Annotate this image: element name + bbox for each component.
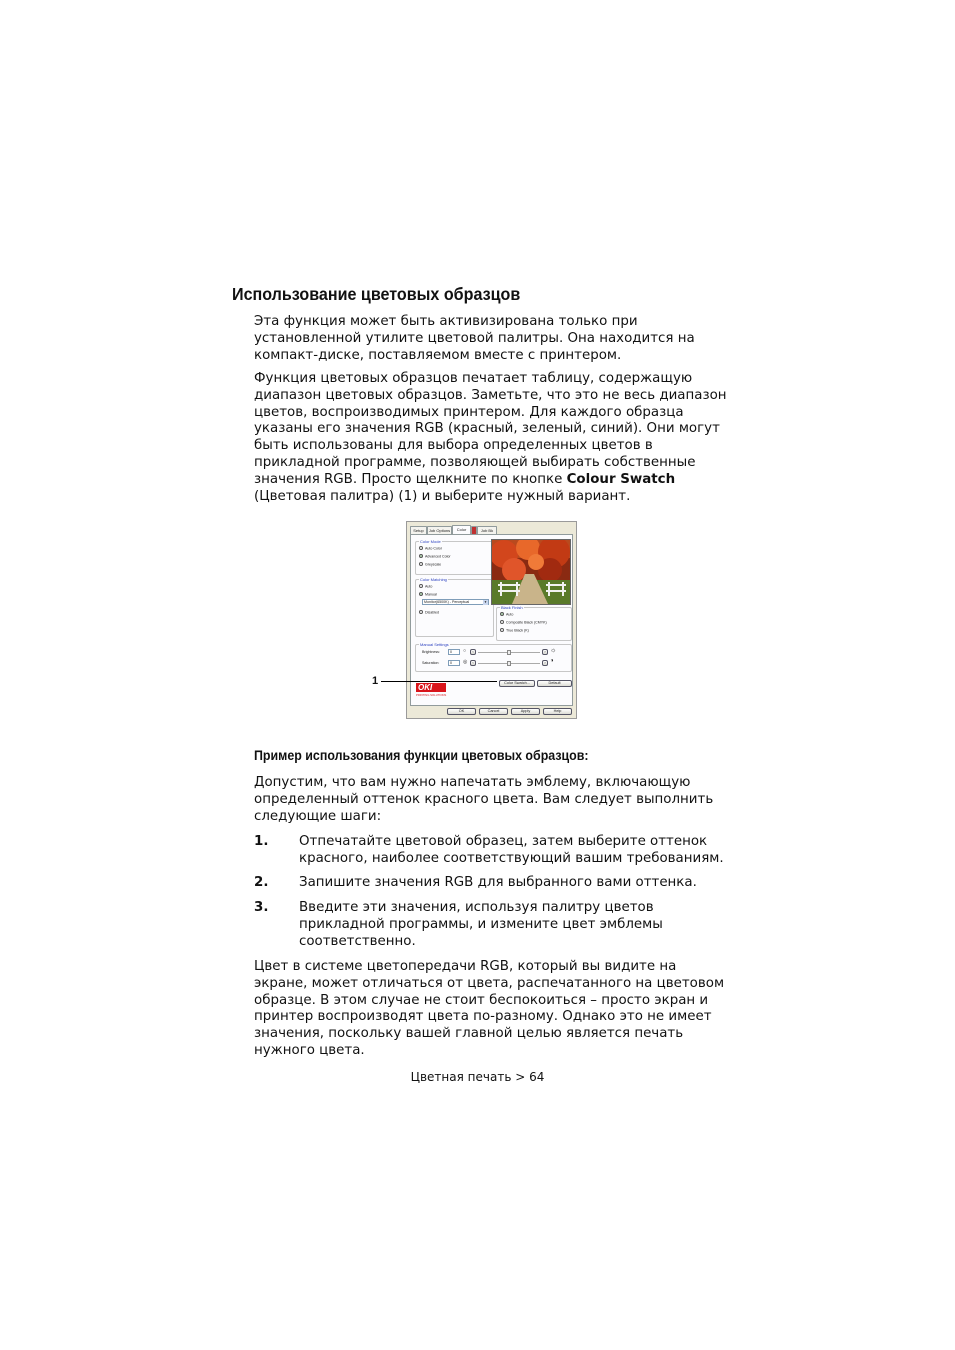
brightness-increase-button[interactable]: › xyxy=(542,649,548,655)
radio-circle xyxy=(500,628,504,632)
step-number: 2. xyxy=(254,875,269,890)
saturation-slider-thumb[interactable] xyxy=(507,661,511,666)
text-line: нужного цвета. xyxy=(254,1042,365,1058)
saturation-input[interactable] xyxy=(448,660,460,666)
text-line: указаны его значения RGB (красный, зеленый, синий). Они могут xyxy=(254,421,720,437)
radio-advanced-color[interactable] xyxy=(419,554,451,559)
color-mode-group xyxy=(415,541,494,575)
intro-paragraph xyxy=(254,314,734,364)
saturation-label: Saturation: xyxy=(422,661,440,665)
text-line: компакт-диске, поставляемом вместе с принтером. xyxy=(254,347,622,363)
callout-number: 1 xyxy=(372,675,379,687)
radio-circle xyxy=(419,546,423,550)
text-line: цветов, воспроизводимых принтером. Для каждого образца xyxy=(254,404,684,420)
text-line: Запишите значения RGB для выбранного вами оттенка. xyxy=(299,875,697,890)
text-line: определенный оттенок красного цвета. Вам следует выполнить xyxy=(254,791,714,807)
text-line: Функция цветовых образцов печатает таблицу, содержащую xyxy=(254,371,693,386)
example-paragraph xyxy=(254,775,734,825)
saturation-increase-button[interactable]: › xyxy=(542,660,548,666)
text-line xyxy=(254,472,734,489)
saturation-low-icon: ◎ xyxy=(463,659,468,665)
group-title: Color Mode xyxy=(420,539,441,544)
text-line: следующие шаги: xyxy=(254,808,382,824)
apply-button[interactable]: Apply xyxy=(511,708,540,715)
closing-paragraph xyxy=(254,959,734,1060)
text-line: диапазон цветовых образцов. Заметьте, что это не весь диапазон xyxy=(254,387,727,403)
text-line: прикладной программы, и измените цвет эмблемы xyxy=(299,916,663,932)
radio-circle xyxy=(419,592,423,596)
field-value: 0 xyxy=(450,661,452,665)
brightness-label: Brightness: xyxy=(422,650,440,654)
radio-label: Manual xyxy=(425,592,437,597)
radio-composite-black[interactable] xyxy=(500,620,547,625)
autumn-road-picture xyxy=(492,540,570,604)
colour-swatch-term: Colour Swatch xyxy=(566,471,676,487)
step-number: 3. xyxy=(254,900,269,915)
manual-settings-group xyxy=(415,644,572,672)
color-profile-select[interactable] xyxy=(422,599,489,605)
text-line: (Цветовая палитра) (1) и выберите нужный вариант. xyxy=(254,488,631,504)
step-text xyxy=(299,834,739,868)
black-finish-group xyxy=(496,607,572,641)
tab-job-options[interactable]: Job Options xyxy=(428,528,451,533)
radio-label: Disabled xyxy=(425,610,439,615)
group-title: Black Finish xyxy=(501,605,523,610)
brightness-decrease-button[interactable]: ‹ xyxy=(470,649,476,655)
group-title: Color Matching xyxy=(420,577,447,582)
callout-line xyxy=(381,681,497,682)
text-line: принтер воспроизводят цвета по-разному. Однако это не имеет xyxy=(254,1009,712,1025)
step-text xyxy=(299,875,739,892)
radio-matching-disabled[interactable] xyxy=(419,610,439,615)
text-line: быть использованы для выбора определенных цветов в xyxy=(254,438,653,454)
radio-label: Greyscale xyxy=(425,562,442,567)
radio-circle xyxy=(500,612,504,616)
radio-greyscale[interactable] xyxy=(419,562,441,567)
text-line: значения, поскольку вашей главной целью является печать xyxy=(254,1026,684,1042)
saturation-decrease-button[interactable]: ‹ xyxy=(470,660,476,666)
brightness-slider-thumb[interactable] xyxy=(507,650,511,655)
oki-tagline: PRINTING SOLUTIONS xyxy=(416,693,447,697)
text-line: Цвет в системе цветопередачи RGB, который вы видите на xyxy=(254,959,677,974)
group-title: Manual Settings xyxy=(420,642,449,647)
radio-label: Composite Black (CMYK) xyxy=(506,620,547,625)
ok-button[interactable]: OK xyxy=(447,708,476,715)
description-paragraph xyxy=(254,371,734,505)
radio-auto-color[interactable] xyxy=(419,546,442,551)
radio-label: True Black (K) xyxy=(506,628,529,633)
contrast-icon: ◑ xyxy=(550,658,554,664)
radio-circle xyxy=(419,584,423,588)
radio-label: Auto xyxy=(425,584,433,589)
chevron-down-icon: ▼ xyxy=(484,600,487,604)
text-line: Отпечатайте цветовой образец, затем выберите оттенок xyxy=(299,834,708,849)
page-footer: Цветная печать > 64 xyxy=(410,1070,545,1084)
help-button[interactable]: Help xyxy=(543,708,572,715)
tab-setup[interactable]: Setup xyxy=(410,526,427,534)
tab-color[interactable]: Color xyxy=(452,525,471,535)
radio-label: Auto Color xyxy=(425,546,442,551)
color-preview-image xyxy=(491,539,571,605)
text-fragment: значения RGB. Просто щелкните по кнопке xyxy=(254,471,567,487)
field-value: 0 xyxy=(450,650,452,654)
brightness-input[interactable] xyxy=(448,649,460,655)
text-line: экране, может отличаться от цвета, распечатанного на цветовом xyxy=(254,975,725,991)
color-matching-group xyxy=(415,579,494,637)
sun-icon: ☼ xyxy=(550,647,557,654)
example-heading: Пример использования функции цветовых образцов: xyxy=(254,748,589,763)
default-button[interactable]: Default xyxy=(537,680,572,687)
text-line: Эта функция может быть активизирована только при xyxy=(254,314,638,329)
text-line: установленной утилите цветовой палитры. Она находится на xyxy=(254,330,695,346)
radio-circle xyxy=(419,562,423,566)
text-line: Допустим, что вам нужно напечатать эмблему, включающую xyxy=(254,775,691,790)
text-line: соответственно. xyxy=(299,933,416,949)
radio-matching-manual[interactable] xyxy=(419,592,437,597)
brightness-low-icon: ○ xyxy=(463,648,467,654)
text-line: прикладной программе, позволяющей выбирать собственные xyxy=(254,454,696,470)
logo-text: OKI xyxy=(418,683,433,692)
radio-matching-auto[interactable] xyxy=(419,584,432,589)
step-number: 1. xyxy=(254,834,269,849)
tab-job-bk[interactable]: Job Bk xyxy=(477,526,497,534)
select-value: Monitor(6500K) - Perceptual xyxy=(424,600,470,604)
step-text xyxy=(299,900,739,950)
text-line: образце. В этом случае не стоит беспокоиться – просто экран и xyxy=(254,992,709,1008)
radio-circle xyxy=(500,620,504,624)
cancel-button[interactable]: Cancel xyxy=(479,708,508,715)
text-line: Введите эти значения, используя палитру цветов xyxy=(299,900,654,915)
radio-circle xyxy=(419,610,423,614)
colour-swatch-button[interactable]: Color Swatch... xyxy=(499,680,535,687)
radio-true-black[interactable] xyxy=(500,628,529,633)
radio-black-auto[interactable] xyxy=(500,612,513,617)
oki-logo xyxy=(416,683,446,692)
text-line: красного, наиболее соответствующий вашим требованиям. xyxy=(299,850,724,866)
section-heading: Использование цветовых образцов xyxy=(232,284,521,304)
radio-circle xyxy=(419,554,423,558)
radio-label: Auto xyxy=(506,612,514,617)
radio-label: Advanced Color xyxy=(425,554,451,559)
